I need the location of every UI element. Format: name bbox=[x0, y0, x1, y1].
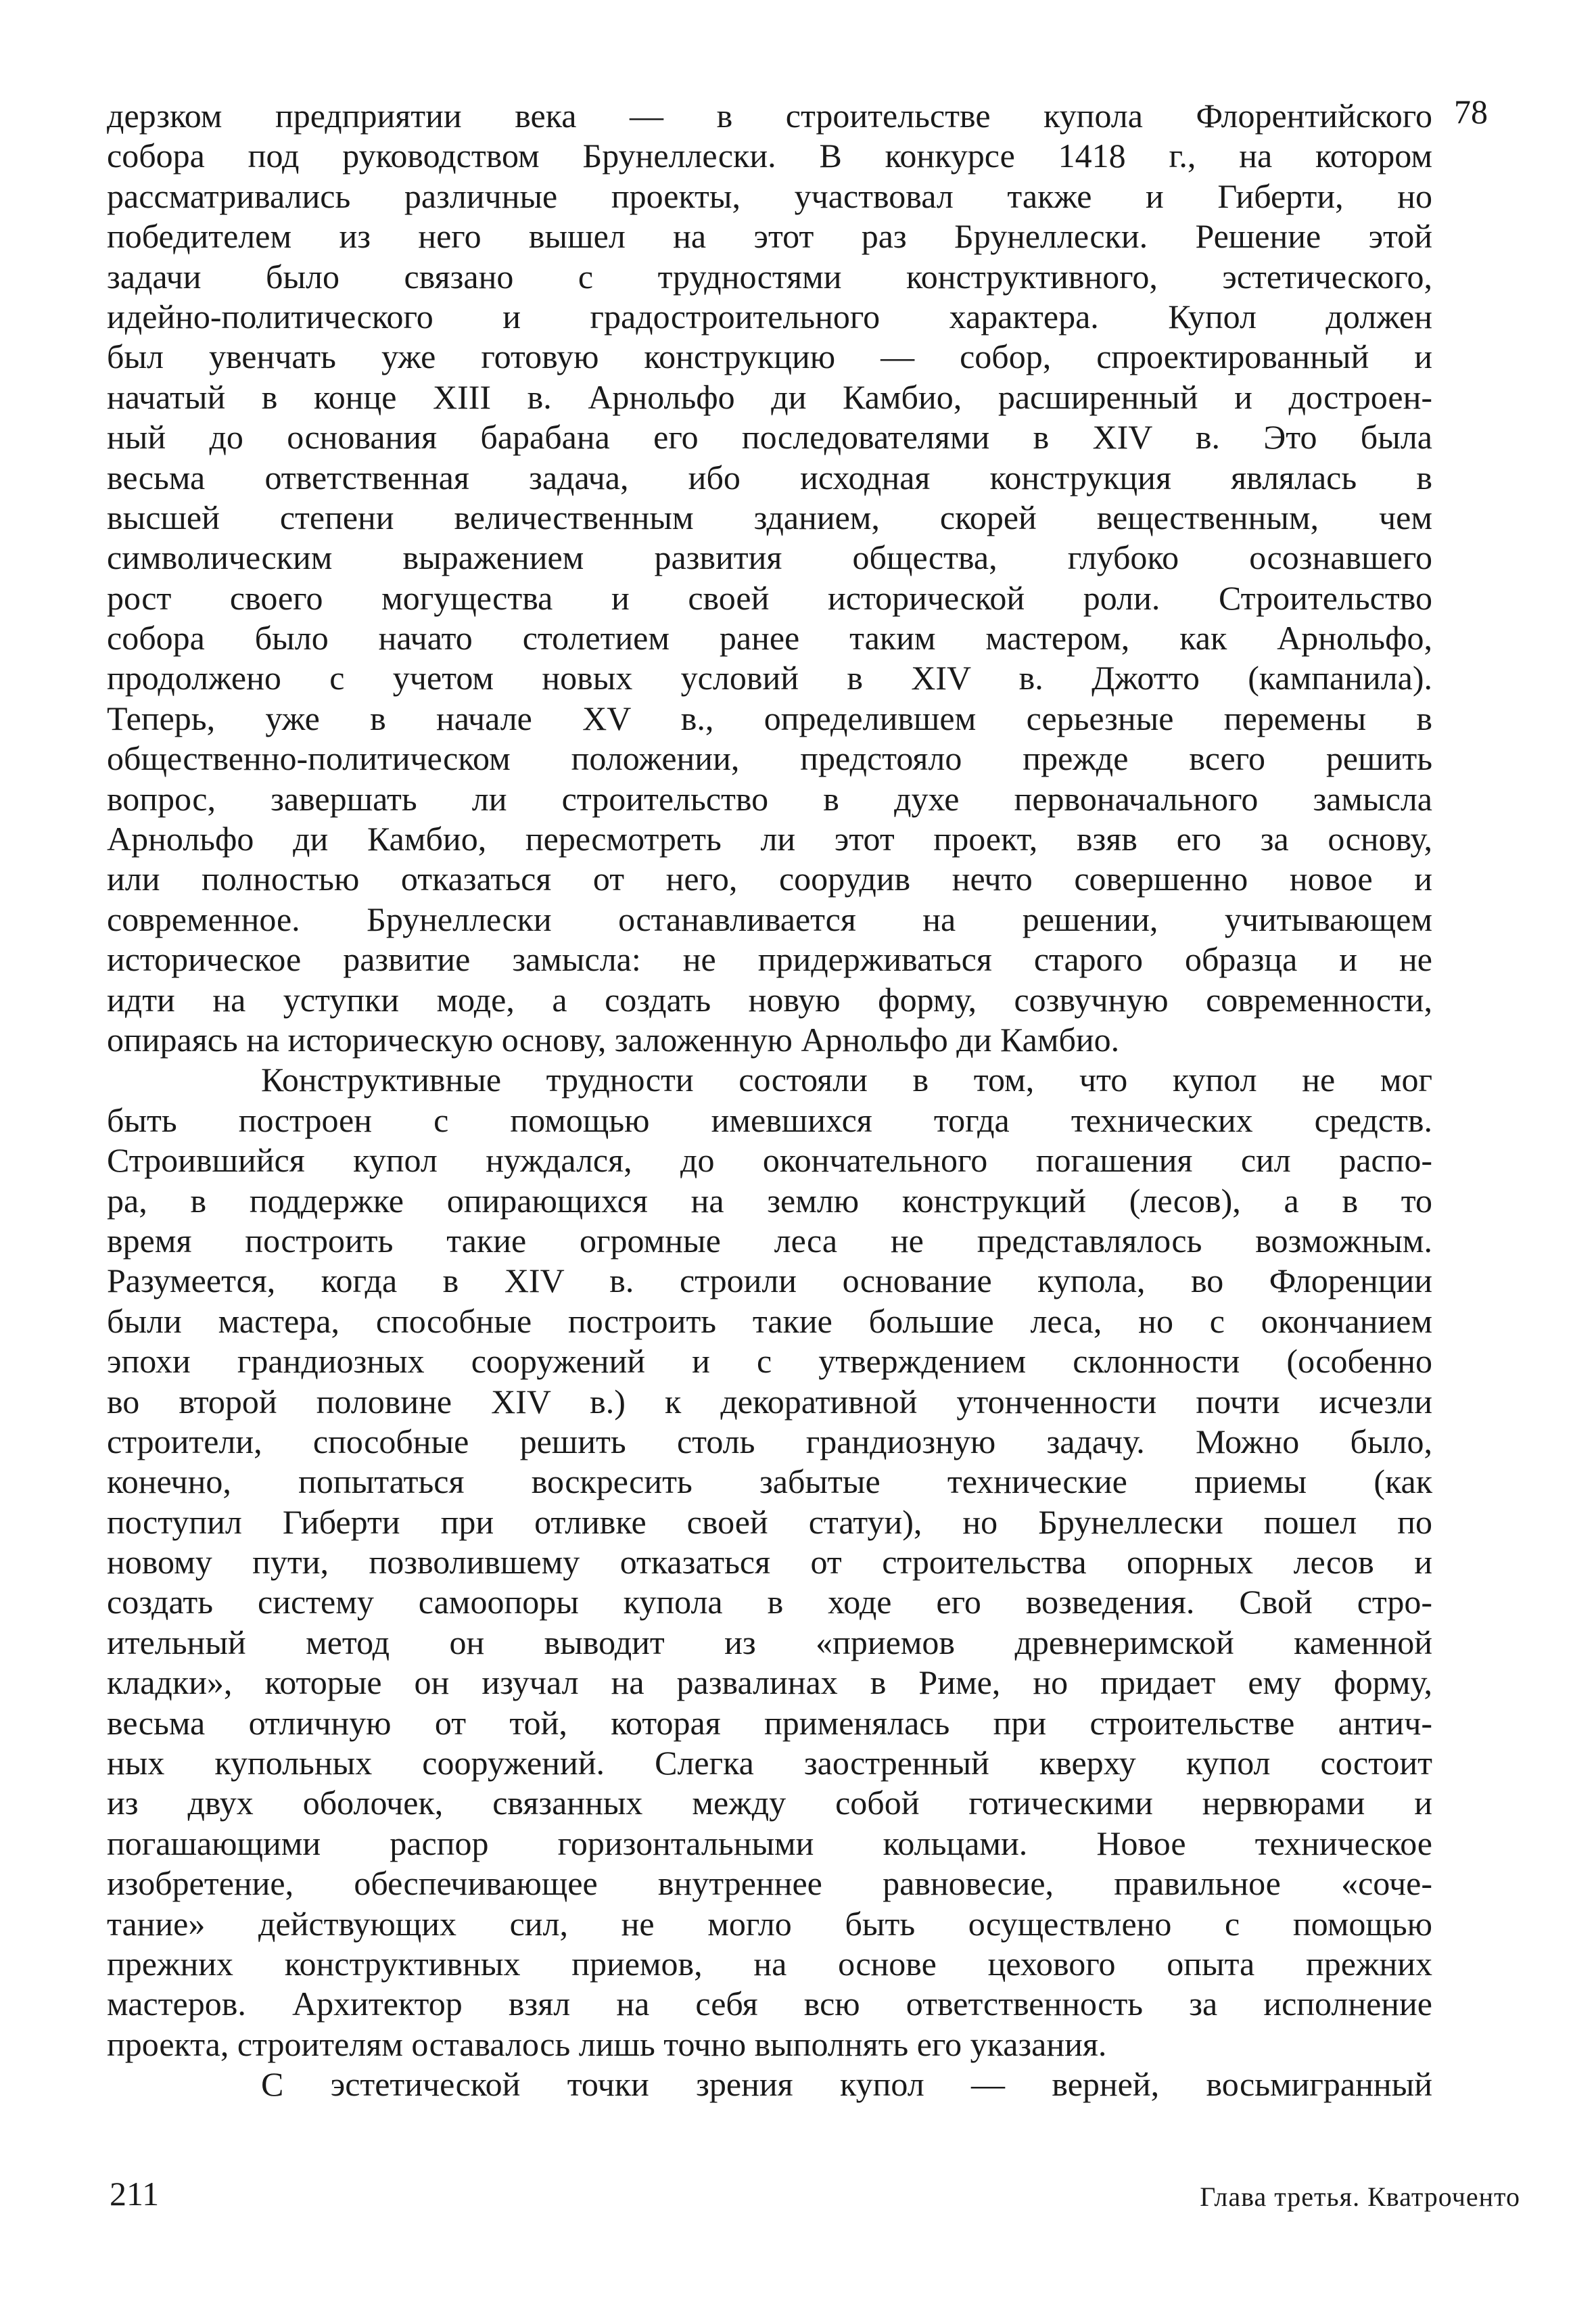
text-line: дерзком предприятии века — в строительстве купола Флорентийского bbox=[107, 97, 1432, 135]
text-line: собора под руководством Брунеллески. В конкурсе 1418 г., на котором bbox=[107, 137, 1432, 175]
text-line: рост своего могущества и своей исторической роли. Строительство bbox=[107, 578, 1432, 617]
text-line: весьма ответственная задача, ибо исходная конструкция являлась в bbox=[107, 458, 1432, 497]
text-line: ра, в поддержке опирающихся на землю конструкций (лесов), а в то bbox=[107, 1181, 1432, 1220]
text-line: из двух оболочек, связанных между собой готическими нервюрами и bbox=[107, 1784, 1432, 1822]
text-line: ительный метод он выводит из «приемов древнеримской каменной bbox=[107, 1623, 1432, 1661]
paragraph bbox=[107, 1060, 1432, 2064]
text-line: тание» действующих сил, не могло быть осуществлено с помощью bbox=[107, 1904, 1432, 1943]
text-line: идейно-политического и градостроительного характера. Купол должен bbox=[107, 297, 1432, 336]
text-line: символическим выражением развития общества, глубоко осознавшего bbox=[107, 538, 1432, 577]
text-line: Конструктивные трудности состояли в том, что купол не мог bbox=[261, 1061, 1432, 1099]
text-line: вопрос, завершать ли строительство в духе первоначального замысла bbox=[107, 779, 1432, 818]
text-line: собора было начато столетием ранее таким мастером, как Арнольфо, bbox=[107, 619, 1432, 657]
text-line: ный до основания барабана его последователями в XIV в. Это была bbox=[107, 418, 1432, 457]
text-line: был увенчать уже готовую конструкцию — собор, спроектированный и bbox=[107, 338, 1432, 376]
running-footer: Глава третья. Кватроченто bbox=[1200, 2182, 1520, 2212]
text-line: кладки», которые он изучал на развалинах в Риме, но придает ему форму, bbox=[107, 1663, 1432, 1702]
text-line: весьма отличную от той, которая применялась при строительстве антич- bbox=[107, 1703, 1432, 1742]
text-line: идти на уступки моде, а создать новую форму, созвучную современности, bbox=[107, 980, 1432, 1019]
text-line: погашающими распор горизонтальными кольцами. Новое техническое bbox=[107, 1824, 1432, 1862]
text-line: проекта, строителям оставалось лишь точно выполнять его указания. bbox=[107, 2025, 1107, 2063]
text-line: Строившийся купол нуждался, до окончательного погашения сил распо- bbox=[107, 1141, 1432, 1180]
paragraph bbox=[107, 2064, 1432, 2104]
text-line: время построить такие огромные леса не представлялось возможным. bbox=[107, 1221, 1432, 1260]
text-line: строители, способные решить столь грандиозную задачу. Можно было, bbox=[107, 1422, 1432, 1460]
text-line: изобретение, обеспечивающее внутреннее равновесие, правильное «соче- bbox=[107, 1864, 1432, 1903]
text-line: опираясь на историческую основу, заложенную Арнольфо ди Камбио. bbox=[107, 1020, 1120, 1059]
text-line: прежних конструктивных приемов, на основе цехового опыта прежних bbox=[107, 1944, 1432, 1983]
text-line: историческое развитие замысла: не придерживаться старого образца и не bbox=[107, 940, 1432, 979]
page-number: 211 bbox=[110, 2175, 160, 2213]
text-line: Разумеется, когда в XIV в. строили основание купола, во Флоренции bbox=[107, 1262, 1432, 1300]
text-line: продолжено с учетом новых условий в XIV в. Джотто (кампанила). bbox=[107, 659, 1432, 697]
text-line: конечно, попытаться воскресить забытые технические приемы (как bbox=[107, 1462, 1432, 1501]
text-line: во второй половине XIV в.) к декоративной утонченности почти исчезли bbox=[107, 1382, 1432, 1421]
text-line: современное. Брунеллески останавливается на решении, учитывающем bbox=[107, 900, 1432, 938]
text-line: общественно-политическом положении, предстояло прежде всего решить bbox=[107, 739, 1432, 778]
text-line: быть построен с помощью имевшихся тогда технических средств. bbox=[107, 1101, 1432, 1139]
margin-page-reference: 78 bbox=[1454, 93, 1488, 131]
text-line: рассматривались различные проекты, участвовал также и Гиберти, но bbox=[107, 177, 1432, 215]
text-line: были мастера, способные построить такие большие леса, но с окончанием bbox=[107, 1301, 1432, 1340]
text-line: победителем из него вышел на этот раз Брунеллески. Решение этой bbox=[107, 217, 1432, 256]
text-line: С эстетической точки зрения купол — верней, восьмигранный bbox=[261, 2065, 1432, 2104]
text-line: ных купольных сооружений. Слегка заостренный кверху купол состоит bbox=[107, 1744, 1432, 1782]
text-line: высшей степени величественным зданием, скорей вещественным, чем bbox=[107, 498, 1432, 536]
text-line: задачи было связано с трудностями конструктивного, эстетического, bbox=[107, 257, 1432, 296]
text-line: начатый в конце XIII в. Арнольфо ди Камбио, расширенный и достроен- bbox=[107, 377, 1432, 416]
paragraph bbox=[107, 96, 1432, 1060]
text-line: Арнольфо ди Камбио, пересмотреть ли этот проект, взяв его за основу, bbox=[107, 820, 1432, 858]
text-line: или полностью отказаться от него, соорудив нечто совершенно новое и bbox=[107, 860, 1432, 898]
text-line: Теперь, уже в начале XV в., определившем серьезные перемены в bbox=[107, 699, 1432, 737]
text-line: поступил Гиберти при отливке своей статуи), но Брунеллески пошел по bbox=[107, 1502, 1432, 1541]
text-line: создать систему самоопоры купола в ходе его возведения. Свой стро- bbox=[107, 1583, 1432, 1621]
text-line: мастеров. Архитектор взял на себя всю ответственность за исполнение bbox=[107, 1985, 1432, 2023]
text-line: эпохи грандиозных сооружений и с утверждением склонности (особенно bbox=[107, 1342, 1432, 1381]
text-line: новому пути, позволившему отказаться от строительства опорных лесов и bbox=[107, 1543, 1432, 1582]
body-text bbox=[107, 96, 1432, 2105]
